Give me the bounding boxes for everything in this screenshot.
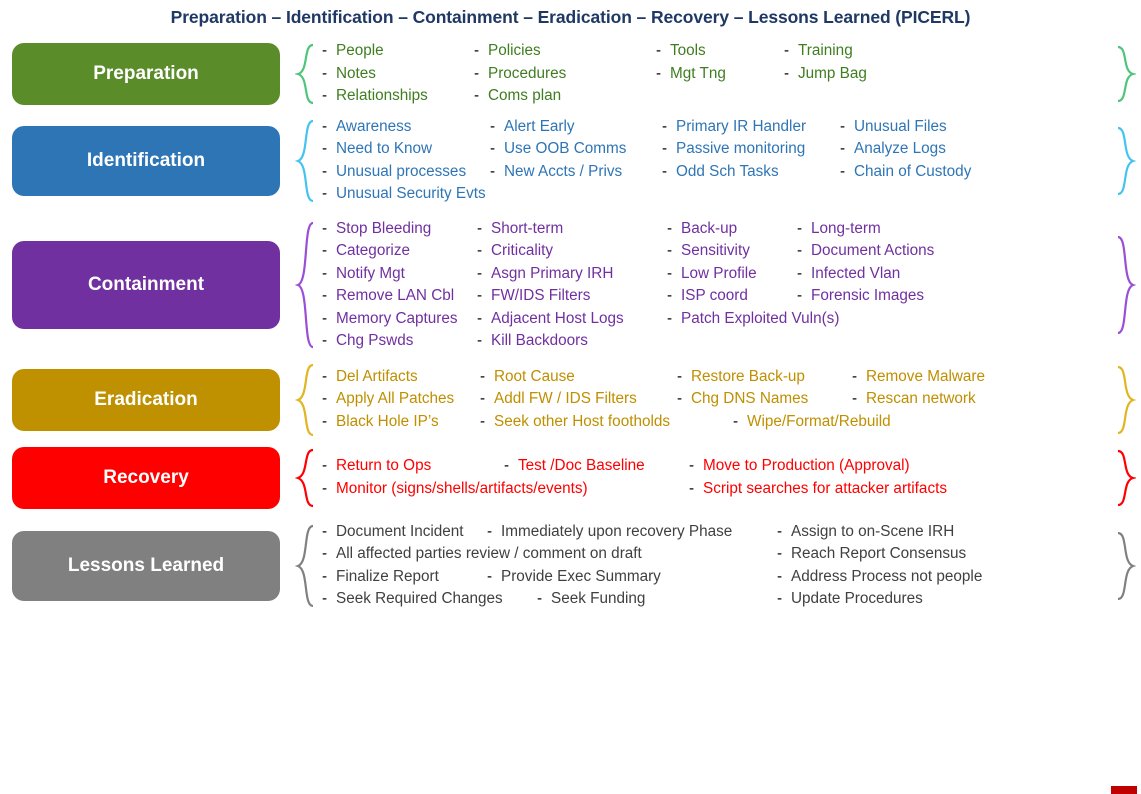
item-text: Move to Production (Approval)	[703, 457, 910, 474]
bullet-dash: -	[322, 545, 328, 562]
bullet-dash: -	[667, 287, 673, 304]
bullet-dash: -	[322, 522, 328, 540]
item-text: Sensitivity	[681, 242, 750, 259]
bullet-dash: -	[322, 87, 328, 104]
bullet-dash: -	[689, 479, 695, 497]
item-line	[322, 63, 1115, 86]
item-text: Test /Doc Baseline	[518, 457, 645, 474]
item-text: Tools	[670, 42, 706, 59]
bullet-dash: -	[852, 367, 858, 385]
bullet-dash: -	[322, 117, 328, 135]
item-text: ISP coord	[681, 287, 748, 304]
bullet-dash: -	[490, 162, 496, 180]
item-text: Infected Vlan	[811, 264, 901, 282]
item-line	[322, 366, 1115, 389]
phase-row-recovery	[0, 447, 1141, 509]
phase-items-preparation	[316, 40, 1115, 108]
phase-row-identification	[0, 116, 1141, 206]
left-brace-lessons-learned	[294, 524, 316, 608]
item-text: Primary IR Handler	[676, 117, 807, 135]
item-text: Return to Ops	[336, 457, 432, 474]
item-text: Addl FW / IDS Filters	[494, 390, 637, 408]
bullet-dash: -	[797, 242, 803, 259]
bullet-dash: -	[480, 390, 486, 408]
item-text: Policies	[488, 42, 541, 59]
bullet-dash: -	[537, 590, 543, 607]
bullet-dash: -	[656, 42, 662, 59]
bullet-dash: -	[322, 367, 328, 385]
item-text: Notes	[336, 64, 376, 82]
item-text: Remove Malware	[866, 367, 986, 385]
item-text: FW/IDS Filters	[491, 287, 591, 304]
item-text: Low Profile	[681, 264, 757, 282]
item-text: Immediately upon recovery Phase	[501, 522, 733, 540]
bullet-dash: -	[480, 367, 486, 385]
item-text: Awareness	[336, 117, 412, 135]
bullet-dash: -	[322, 185, 328, 202]
bullet-dash: -	[322, 64, 328, 82]
item-text: Del Artifacts	[336, 367, 418, 385]
picerl-phase-list	[0, 40, 1141, 611]
phase-label-recovery[interactable]: Recovery	[12, 447, 280, 509]
item-line	[322, 40, 1115, 63]
bullet-dash: -	[487, 522, 493, 540]
item-text: Script searches for attacker artifacts	[703, 479, 947, 497]
bullet-dash: -	[322, 390, 328, 408]
phase-row-preparation	[0, 40, 1141, 108]
bullet-dash: -	[474, 64, 480, 82]
bullet-dash: -	[777, 545, 783, 562]
left-brace-containment	[294, 221, 316, 349]
item-line	[322, 183, 1115, 206]
bullet-dash: -	[840, 117, 846, 135]
bullet-dash: -	[777, 590, 783, 607]
bullet-dash: -	[840, 162, 846, 180]
item-text: Restore Back-up	[691, 367, 805, 385]
phase-label-containment[interactable]: Containment	[12, 241, 280, 329]
item-text: Mgt Tng	[670, 64, 726, 82]
phase-items-recovery	[316, 455, 1115, 500]
item-text: Wipe/Format/Rebuild	[747, 412, 891, 430]
bullet-dash: -	[677, 367, 683, 385]
bullet-dash: -	[667, 219, 673, 237]
page-title: Preparation – Identification – Containment – Eradication – Recovery – Lessons Learned (PICERL)	[170, 7, 971, 27]
item-text: Apply All Patches	[336, 390, 455, 408]
bullet-dash: -	[322, 567, 328, 585]
bullet-dash: -	[477, 264, 483, 282]
item-text: Use OOB Comms	[504, 140, 627, 157]
item-line	[322, 308, 1115, 331]
item-text: Unusual Files	[854, 117, 947, 135]
phase-row-containment	[0, 218, 1141, 353]
phase-row-eradication	[0, 363, 1141, 437]
item-text: Kill Backdoors	[491, 332, 588, 349]
phase-row-lessons-learned	[0, 521, 1141, 611]
item-line	[322, 478, 1115, 501]
bullet-dash: -	[662, 140, 668, 157]
item-text: Black Hole IP’s	[336, 412, 439, 430]
item-line	[322, 566, 1115, 589]
item-text: Patch Exploited Vuln(s)	[681, 309, 840, 327]
bullet-dash: -	[487, 567, 493, 585]
item-text: Criticality	[491, 242, 554, 259]
item-text: Finalize Report	[336, 567, 439, 585]
item-text: Chg Pswds	[336, 332, 414, 349]
bullet-dash: -	[322, 140, 328, 157]
bullet-dash: -	[480, 412, 486, 430]
item-text: Procedures	[488, 64, 567, 82]
item-text: Jump Bag	[798, 64, 867, 82]
item-text: People	[336, 42, 384, 59]
phase-items-eradication	[316, 366, 1115, 434]
item-text: Adjacent Host Logs	[491, 309, 624, 327]
left-brace-identification	[294, 119, 316, 203]
item-line	[322, 411, 1115, 434]
right-brace-preparation	[1115, 45, 1137, 103]
item-text: All affected parties review / comment on draft	[336, 545, 642, 562]
item-line	[322, 543, 1115, 566]
item-line	[322, 116, 1115, 139]
item-text: Unusual processes	[336, 162, 467, 180]
item-text: Passive monitoring	[676, 140, 806, 157]
item-text: Address Process not people	[791, 567, 983, 585]
item-text: Unusual Security Evts	[336, 185, 486, 202]
bullet-dash: -	[784, 42, 790, 59]
right-brace-lessons-learned	[1115, 531, 1137, 601]
bullet-dash: -	[797, 287, 803, 304]
bullet-dash: -	[322, 162, 328, 180]
item-text: Back-up	[681, 219, 738, 237]
item-text: Coms plan	[488, 87, 562, 104]
item-text: Notify Mgt	[336, 264, 405, 282]
right-brace-eradication	[1115, 365, 1137, 435]
item-line	[322, 330, 1115, 353]
item-text: Short-term	[491, 219, 564, 237]
bullet-dash: -	[784, 64, 790, 82]
right-brace-recovery	[1115, 449, 1137, 507]
bullet-dash: -	[777, 567, 783, 585]
left-brace-preparation	[294, 43, 316, 105]
item-text: Memory Captures	[336, 309, 458, 327]
bullet-dash: -	[477, 309, 483, 327]
item-line	[322, 521, 1115, 544]
item-line	[322, 218, 1115, 241]
item-text: Monitor (signs/shells/artifacts/events)	[336, 479, 588, 497]
item-text: Relationships	[336, 87, 428, 104]
item-text: Alert Early	[504, 117, 575, 135]
item-text: Stop Bleeding	[336, 219, 432, 237]
bullet-dash: -	[477, 242, 483, 259]
bullet-dash: -	[322, 219, 328, 237]
item-text: Seek Funding	[551, 590, 646, 607]
item-text: Chg DNS Names	[691, 390, 809, 408]
bullet-dash: -	[689, 457, 695, 474]
item-text: Root Cause	[494, 367, 575, 385]
item-text: Seek Required Changes	[336, 590, 503, 607]
bullet-dash: -	[840, 140, 846, 157]
item-line	[322, 455, 1115, 478]
bullet-dash: -	[474, 42, 480, 59]
corner-marker	[1111, 786, 1137, 794]
bullet-dash: -	[733, 412, 739, 430]
bullet-dash: -	[667, 242, 673, 259]
item-line	[322, 588, 1115, 611]
item-line	[322, 240, 1115, 263]
left-brace-recovery	[294, 448, 316, 508]
item-text: Document Actions	[811, 242, 935, 259]
phase-items-lessons-learned	[316, 521, 1115, 611]
bullet-dash: -	[322, 309, 328, 327]
right-brace-containment	[1115, 235, 1137, 335]
bullet-dash: -	[322, 479, 328, 497]
left-brace-eradication	[294, 363, 316, 437]
item-text: Long-term	[811, 219, 881, 237]
bullet-dash: -	[477, 287, 483, 304]
item-text: Rescan network	[866, 390, 976, 408]
bullet-dash: -	[322, 287, 328, 304]
bullet-dash: -	[490, 117, 496, 135]
bullet-dash: -	[477, 332, 483, 349]
item-text: Document Incident	[336, 522, 464, 540]
bullet-dash: -	[322, 332, 328, 349]
item-text: Categorize	[336, 242, 410, 259]
bullet-dash: -	[662, 117, 668, 135]
item-line	[322, 161, 1115, 184]
item-line	[322, 388, 1115, 411]
item-line	[322, 263, 1115, 286]
bullet-dash: -	[662, 162, 668, 180]
bullet-dash: -	[322, 264, 328, 282]
bullet-dash: -	[667, 309, 673, 327]
bullet-dash: -	[322, 412, 328, 430]
item-text: Forensic Images	[811, 287, 925, 304]
bullet-dash: -	[656, 64, 662, 82]
item-text: Chain of Custody	[854, 162, 972, 180]
bullet-dash: -	[322, 242, 328, 259]
item-line	[322, 138, 1115, 161]
bullet-dash: -	[797, 264, 803, 282]
item-text: Seek other Host footholds	[494, 412, 671, 430]
item-text: Remove LAN Cbl	[336, 287, 455, 304]
bullet-dash: -	[504, 457, 510, 474]
bullet-dash: -	[477, 219, 483, 237]
right-brace-identification	[1115, 126, 1137, 196]
bullet-dash: -	[797, 219, 803, 237]
bullet-dash: -	[322, 42, 328, 59]
item-line	[322, 85, 1115, 108]
item-text: Update Procedures	[791, 590, 923, 607]
item-text: Assign to on-Scene IRH	[791, 522, 955, 540]
phase-label-lessons-learned[interactable]: Lessons Learned	[12, 531, 280, 601]
item-text: Odd Sch Tasks	[676, 162, 779, 180]
item-text: Provide Exec Summary	[501, 567, 661, 585]
item-text: Analyze Logs	[854, 140, 946, 157]
item-line	[322, 285, 1115, 308]
bullet-dash: -	[852, 390, 858, 408]
phase-label-identification[interactable]: Identification	[12, 126, 280, 196]
phase-label-preparation[interactable]: Preparation	[12, 43, 280, 105]
item-text: Need to Know	[336, 140, 433, 157]
item-text: New Accts / Privs	[504, 162, 623, 180]
bullet-dash: -	[322, 590, 328, 607]
bullet-dash: -	[677, 390, 683, 408]
bullet-dash: -	[474, 87, 480, 104]
phase-label-eradication[interactable]: Eradication	[12, 369, 280, 431]
item-text: Training	[798, 42, 853, 59]
bullet-dash: -	[490, 140, 496, 157]
bullet-dash: -	[322, 457, 328, 474]
bullet-dash: -	[777, 522, 783, 540]
phase-items-identification	[316, 116, 1115, 206]
item-text: Asgn Primary IRH	[491, 264, 614, 282]
bullet-dash: -	[667, 264, 673, 282]
item-text: Reach Report Consensus	[791, 545, 967, 562]
phase-items-containment	[316, 218, 1115, 353]
